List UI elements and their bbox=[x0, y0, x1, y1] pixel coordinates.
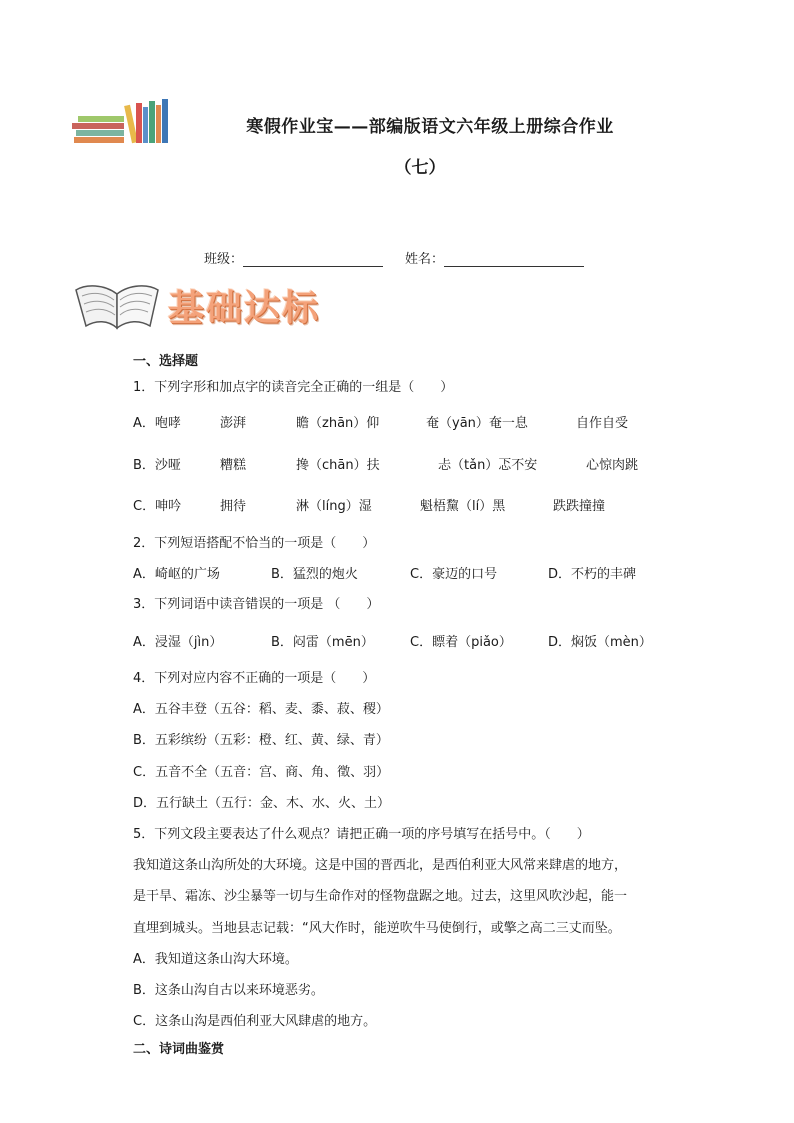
question-5-option-a[interactable]: A．我知道这条山沟大环境。 bbox=[133, 952, 298, 967]
option-word: 自作自受 bbox=[576, 416, 629, 431]
worksheet-title: 寒假作业宝——部编版语文六年级上册综合作业 bbox=[246, 117, 614, 137]
question-4-option-a[interactable]: A．五谷丰登（五谷：稻、麦、黍、菽、稷） bbox=[133, 702, 389, 717]
option-word: 魁梧黧（lí）黑 bbox=[420, 499, 506, 514]
class-blank[interactable] bbox=[243, 250, 383, 267]
section-heading-poetry: 二、诗词曲鉴赏 bbox=[133, 1042, 225, 1057]
option-word: B．沙哑 bbox=[133, 458, 181, 473]
question-3-option-b[interactable]: B．闷雷（mēn） bbox=[271, 635, 374, 650]
question-2-option-d[interactable]: D．不朽的丰碑 bbox=[548, 567, 637, 582]
option-word: 淋（líng）湿 bbox=[296, 499, 372, 514]
option-word: 搀（chān）扶 bbox=[296, 458, 380, 473]
question-2-option-c[interactable]: C．豪迈的口号 bbox=[410, 567, 498, 582]
question-5-passage-line: 我知道这条山沟所处的大环境。这是中国的晋西北，是西伯利亚大风常来肆虐的地方， bbox=[133, 858, 628, 873]
question-5-option-c[interactable]: C．这条山沟是西伯利亚大风肆虐的地方。 bbox=[133, 1014, 377, 1029]
question-3-option-d[interactable]: D．焖饭（mèn） bbox=[548, 635, 652, 650]
option-word: 瞻（zhān）仰 bbox=[296, 416, 380, 431]
option-word: 拥待 bbox=[220, 499, 247, 514]
question-4-option-b[interactable]: B．五彩缤纷（五彩：橙、红、黄、绿、青） bbox=[133, 733, 389, 748]
class-label: 班级： bbox=[204, 252, 244, 267]
question-5-passage-line: 直埋到城头。当地县志记载：“风大作时，能逆吹牛马使倒行，或擎之高二三丈而坠。 bbox=[133, 921, 621, 936]
question-2-stem: 2．下列短语搭配不恰当的一项是（ ） bbox=[133, 536, 376, 551]
question-4-option-d[interactable]: D．五行缺土（五行：金、木、水、火、土） bbox=[133, 796, 391, 811]
section-heading-choice: 一、选择题 bbox=[133, 354, 199, 369]
name-label: 姓名： bbox=[405, 252, 445, 267]
question-5-stem: 5．下列文段主要表达了什么观点？请把正确一项的序号填写在括号中。（ ） bbox=[133, 827, 590, 842]
question-4-option-c[interactable]: C．五音不全（五音：宫、商、角、徵、羽） bbox=[133, 765, 390, 780]
section-banner: 基础达标 bbox=[168, 288, 321, 329]
question-3-option-a[interactable]: A．浸湿（jìn） bbox=[133, 635, 223, 650]
option-word: 糟糕 bbox=[220, 458, 247, 473]
question-2-option-a[interactable]: A．崎岖的广场 bbox=[133, 567, 220, 582]
option-word: A．咆哮 bbox=[133, 416, 181, 431]
option-word: 忐（tǎn）忑不安 bbox=[438, 458, 538, 473]
question-1-option-b[interactable] bbox=[133, 457, 693, 475]
question-5-option-b[interactable]: B．这条山沟自古以来环境恶劣。 bbox=[133, 983, 324, 998]
student-info-line bbox=[204, 248, 584, 267]
question-1-stem: 1．下列字形和加点字的读音完全正确的一组是（ ） bbox=[133, 380, 454, 395]
question-1-option-c[interactable] bbox=[133, 498, 693, 516]
option-word: 奄（yān）奄一息 bbox=[426, 416, 528, 431]
option-word: 跌跌撞撞 bbox=[553, 499, 606, 514]
question-3-options bbox=[133, 634, 693, 652]
name-blank[interactable] bbox=[444, 250, 584, 267]
books-stack-icon bbox=[72, 97, 172, 145]
question-4-stem: 4．下列对应内容不正确的一项是（ ） bbox=[133, 671, 376, 686]
question-2-options bbox=[133, 566, 693, 584]
question-5-passage-line: 是干旱、霜冻、沙尘暴等一切与生命作对的怪物盘踞之地。过去，这里风吹沙起，能一 bbox=[133, 889, 628, 904]
question-2-option-b[interactable]: B．猛烈的炮火 bbox=[271, 567, 358, 582]
option-word: 心惊肉跳 bbox=[586, 458, 639, 473]
open-book-icon bbox=[72, 276, 162, 336]
option-word: C．呻吟 bbox=[133, 499, 182, 514]
worksheet-subtitle: （七） bbox=[394, 158, 446, 178]
question-1-option-a[interactable] bbox=[133, 415, 693, 433]
question-3-option-c[interactable]: C．瞟着（piǎo） bbox=[410, 635, 512, 650]
question-3-stem: 3．下列词语中读音错误的一项是 （ ） bbox=[133, 597, 380, 612]
option-word: 澎湃 bbox=[220, 416, 247, 431]
